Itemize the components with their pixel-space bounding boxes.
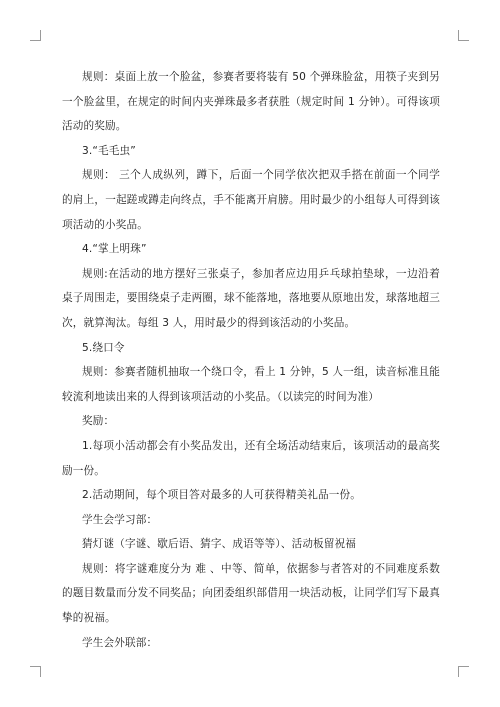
crop-mark-bottom-left [30,666,41,677]
rule-paragraph-marbles: 规则：桌面上放一个脸盆，参赛者要将装有 50 个弹珠脸盆，用筷子夹到另一个脸盆里，在规定的时间内夹弹珠最多者获胜（规定时间 1 分钟）。可得该项活动的奖励。 [62,71,440,133]
rule-paragraph-caterpillar: 规则： 三个人成纵列，蹲下，后面一个同学依次把双手搭在前面一个同学的肩上，一起蹉或蹲走向终点，手不能离开肩膀。用时最少的小组每人可得到该项活动的小奖品。 [62,169,440,231]
document-body [62,65,440,655]
study-dept-activities: 猜灯谜（字谜、歇后语、猜字、成语等等）、活动板留祝福 [82,538,357,551]
section-heading-rewards: 奖励： [82,415,115,428]
section-heading-caterpillar: 3.“毛毛虫” [82,144,136,157]
reward-paragraph-2: 2.活动期间，每个项目答对最多的人可获得精美礼品一份。 [82,489,361,502]
crop-mark-top-left [30,30,41,41]
rule-paragraph-tongue-twister: 规则：参赛者随机抽取一个绕口令，看上 1 分钟，5 人一组，读音标准且能较流利地读出来的人得到该项活动的小奖品。（以读完的时间为准） [62,366,440,403]
crop-mark-top-right [458,30,469,41]
reward-paragraph-1: 1.每项小活动都会有小奖品发出，还有全场活动结束后，该项活动的最高奖励一份。 [62,439,440,477]
section-heading-pearl: 4.“掌上明珠” [82,243,147,256]
section-heading-outreach-dept: 学生会外联部： [82,636,158,649]
section-heading-tongue-twister: 5.绕口令 [82,341,125,354]
section-heading-study-dept: 学生会学习部： [82,513,158,526]
study-dept-rules: 规则：将字谜难度分为 难 、中等、简单，依据参与者答对的不同难度系数的题目数量而分发不同奖品；向团委组织部借用一块活动板，让同学们写下最真挚的祝福。 [62,562,440,625]
crop-mark-bottom-right [458,666,469,677]
rule-paragraph-pearl: 规则:在活动的地方摆好三张桌子，参加者应边用乒乓球拍垫球，一边沿着桌子周围走，要围绕桌子走两圈，球不能落地，落地要从原地出发，球落地超三次，就算淘汰。每组 3 人，用时最少的得到该活动的小奖品。 [62,267,440,329]
